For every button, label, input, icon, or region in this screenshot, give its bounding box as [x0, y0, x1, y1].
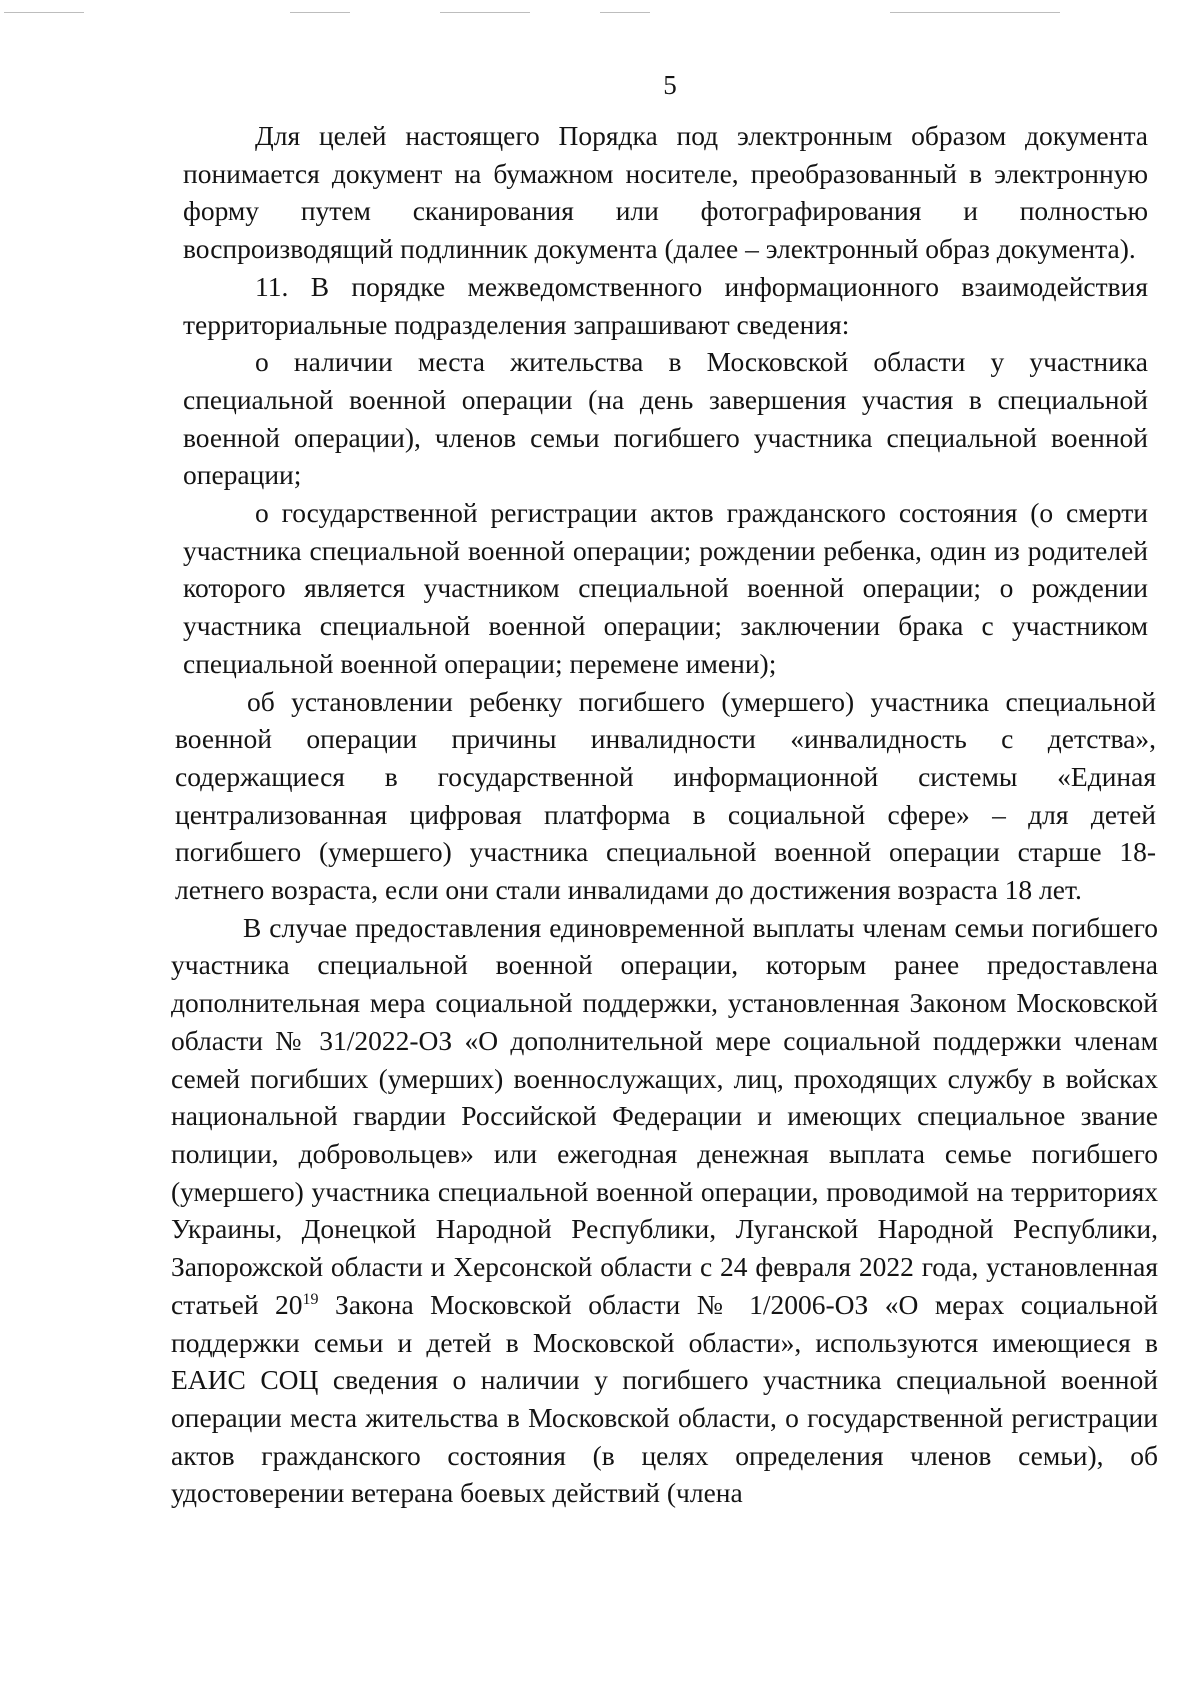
scan-artifact	[890, 12, 1060, 13]
page-number: 5	[663, 70, 677, 100]
paragraph-residence-info: о наличии места жительства в Московской области у участника специальной военной операции (на день завершения участия в специальной военной операции), членов семьи погибшего участника специальной военной операции;	[183, 346, 1148, 491]
paragraph-text-after-sup: Закона Московской области № 1/2006-ОЗ «О мерах социальной поддержки семьи и детей в Московской области», используются имеющиеся в ЕАИС СОЦ сведения о наличии у погибшего участника специальной военной операции места жительства в Московской области, о государственной регистрации актов гражданского состояния (в целях определения членов семьи), об удостоверении ветерана боевых действий (члена	[171, 1288, 1158, 1509]
article-superscript: 19	[302, 1290, 319, 1308]
paragraph-lump-sum-payment	[171, 909, 1158, 1512]
paragraph-text-before-sup: В случае предоставления единовременной выплаты членам семьи погибшего участника специальной военной операции, которым ранее предоставлена дополнительная мера социальной поддержки, установленная Законом Московской области № 31/2022-ОЗ «О дополнительной мере социальной поддержки членам семей погибших (умерших) военнослужащих, лиц, проходящих службу в войсках национальной гвардии Российской Федерации и имеющих специальное звание полиции, добровольцев» или ежегодная денежная выплата семье погибшего (умершего) участника специальной военной операции, проводимой на территориях Украины, Донецкой Народной Республики, Луганской Народной Республики, Запорожской области и Херсонской области с 24 февраля 2022 года, установленная статьей 20	[171, 911, 1158, 1320]
document-body	[171, 117, 1158, 1512]
scan-artifact	[4, 12, 84, 13]
paragraph-disability: об установлении ребенку погибшего (умершего) участника специальной военной операции причины инвалидности «инвалидность с детства», содержащиеся в государственной информационной системы «Единая централизованная цифровая платформа в социальной сфере» – для детей погибшего (умершего) участника специальной военной операции старше 18-летнего возраста, если они стали инвалидами до достижения возраста 18 лет.	[175, 685, 1156, 906]
scan-artifact	[290, 12, 350, 13]
paragraph-item-11: 11. В порядке межведомственного информационного взаимодействия территориальные подразделения запрашивают сведения:	[183, 270, 1148, 340]
paragraph-electronic-image: Для целей настоящего Порядка под электронным образом документа понимается документ на бумажном носителе, преобразованный в электронную форму путем сканирования или фотографирования и полностью воспроизводящий подлинник документа (далее – электронный образ документа).	[183, 120, 1148, 265]
paragraph-civil-registration: о государственной регистрации актов гражданского состояния (о смерти участника специальной военной операции; рождении ребенка, один из родителей которого является участником специальной военной операции; о рождении участника специальной военной операции; заключении брака с участником специальной военной операции; перемене имени);	[183, 497, 1148, 679]
scan-artifact	[440, 12, 530, 13]
scan-artifact	[600, 12, 650, 13]
